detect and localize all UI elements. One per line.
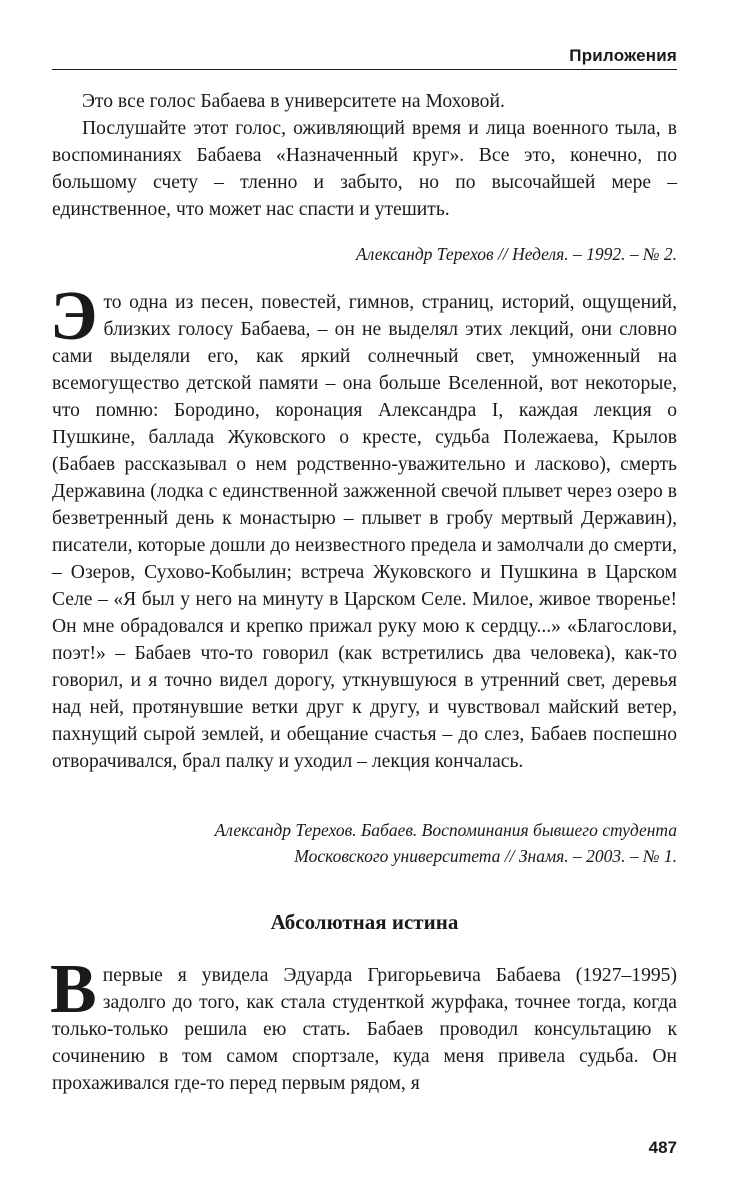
- attribution: Александр Терехов // Неделя. – 1992. – № 2.: [356, 244, 677, 264]
- paragraph-body: первые я увидела Эдуарда Григорьевича Бабаева (1927–1995) задолго до того, как стала студенткой журфака, точнее тогда, когда только-только решила ею стать. Бабаев проводил консультацию к сочинению в том самом спортзале, куда меня привела судьба. Он прохаживался где-то перед первым рядом, я: [52, 965, 677, 1094]
- header-rule: [52, 69, 677, 70]
- running-head: Приложения: [569, 46, 677, 65]
- paragraph: Это все голос Бабаева в университете на Моховой.: [82, 91, 505, 112]
- paragraph: [50, 278, 677, 775]
- drop-cap: В: [50, 951, 97, 1028]
- intro-text: [52, 88, 677, 223]
- section-heading: Абсолютная истина: [270, 910, 459, 934]
- paragraph-body: то одна из песен, повестей, гимнов, страниц, историй, ощущений, близких голосу Бабаева, – он не выделял этих лекций, они словно сами выделяли его, как яркий солнечный свет, умноженный на всемогущество детской памяти – она больше Вселенной, вот некоторые, что помню: Бородино, коронация Александра I, каждая лекция о Пушкине, баллада Жуковского о кресте, судьба Полежаева, Крылов (Бабаев рассказывал о нем родственно-уважительно и ласково), смерть Державина (лодка с единственной зажженной свечой плывет через озеро в безветренный день к монастырю – плывет в гробу мертвый Державин), писатели, которые дошли до неизвестного предела и замолчали до смерти, – Озеров, Сухово-Кобылин; встреча Жуковского и Пушкина в Царском Селе – «Я был у него на минуту в Царском Селе. Милое, живое творенье! Он мне обрадовался и крепко прижал руку мою к сердцу...» «Благослови, поэт!» – Бабаев что-то говорил (как встретились два человека), как-то говорил, и я точно видел дорогу, уткнувшуюся в утренний свет, деревья над ней, протянувшие ветки друг к другу, и чувствовал майский ветер, пахнущий сырой землей, и обещание счастья – до слез, Бабаев поспешно отворачивался, брал палку и уходил – лекция кончалась.: [52, 292, 677, 772]
- drop-cap: Э: [50, 278, 98, 355]
- paragraph: [50, 951, 677, 1097]
- memoir-text: [50, 278, 677, 775]
- paragraph: Послушайте этот голос, оживляющий время и лица военного тыла, в воспоминаниях Бабаева «Назначенный круг». Все это, конечно, по большому счету – тленно и забыто, но по высочайшей мере – единственное, что может нас спасти и утешить.: [52, 118, 677, 220]
- attribution: [52, 817, 677, 869]
- attribution-line: Московского университета // Знамя. – 2003. – № 1.: [294, 846, 677, 866]
- attribution-line: Александр Терехов. Бабаев. Воспоминания бывшего студента: [214, 820, 677, 840]
- section-text: [50, 951, 677, 1097]
- page-number: 487: [648, 1138, 677, 1157]
